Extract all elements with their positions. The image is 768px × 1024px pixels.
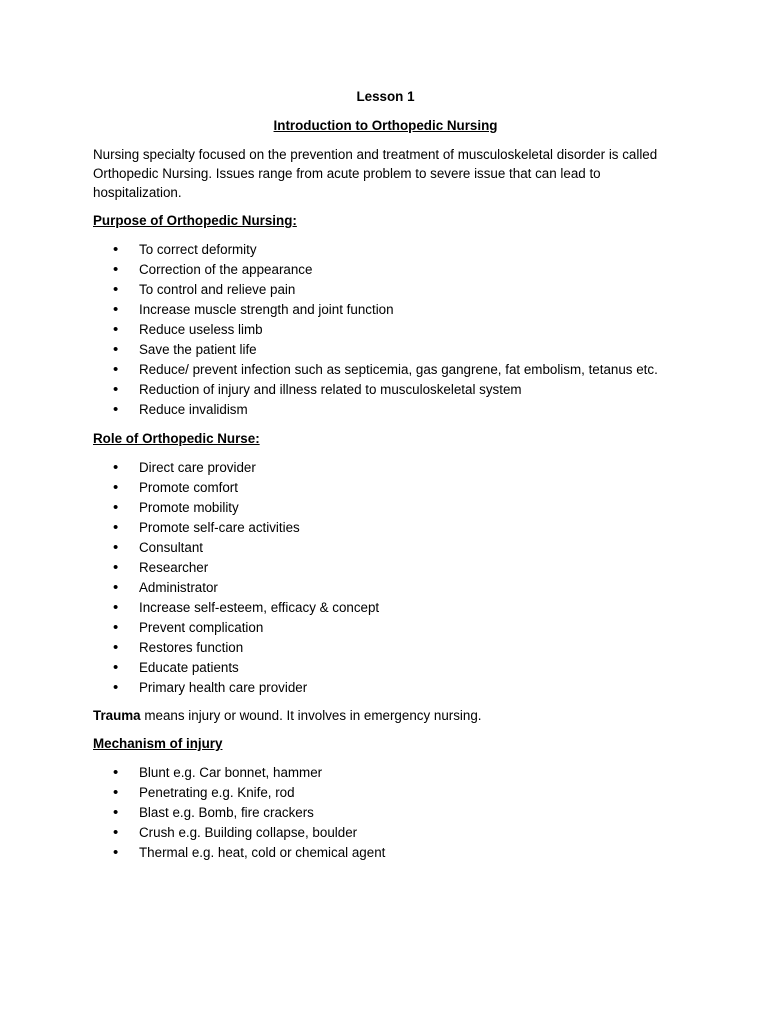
mechanism-list [93, 763, 678, 863]
list-item: • Increase self-esteem, efficacy & concept [93, 598, 678, 618]
list-item: • Promote mobility [93, 498, 678, 518]
list-item: • Administrator [93, 578, 678, 598]
list-item: • Save the patient life [93, 340, 678, 360]
list-item: • Promote comfort [93, 478, 678, 498]
lesson-label: Lesson 1 [356, 89, 415, 104]
list-item: • Consultant [93, 538, 678, 558]
list-item: • Reduction of injury and illness related to musculoskeletal system [93, 380, 678, 400]
role-list [93, 458, 678, 698]
list-item: • To control and relieve pain [93, 280, 678, 300]
page-title: Introduction to Orthopedic Nursing [273, 118, 498, 133]
document-page [93, 88, 678, 863]
list-item: • Increase muscle strength and joint function [93, 300, 678, 320]
list-item: • Reduce/ prevent infection such as septicemia, gas gangrene, fat embolism, tetanus etc. [93, 360, 678, 380]
list-item: • Promote self-care activities [93, 518, 678, 538]
purpose-list [93, 240, 678, 420]
trauma-definition [93, 707, 678, 725]
intro-paragraph: Nursing specialty focused on the prevention and treatment of musculoskeletal disorder is called Orthopedic Nursing. Issues range from acute problem to severe issue that can lead to hospitalization. [93, 147, 658, 200]
list-item: • Correction of the appearance [93, 260, 678, 280]
list-item: • Thermal e.g. heat, cold or chemical agent [93, 843, 678, 863]
list-item: • Educate patients [93, 658, 678, 678]
list-item: • Researcher [93, 558, 678, 578]
list-item: • Restores function [93, 638, 678, 658]
list-item: • Direct care provider [93, 458, 678, 478]
mechanism-heading: Mechanism of injury [93, 736, 223, 751]
list-item: • Blast e.g. Bomb, fire crackers [93, 803, 678, 823]
list-item: • Reduce useless limb [93, 320, 678, 340]
purpose-heading: Purpose of Orthopedic Nursing: [93, 213, 297, 228]
list-item: • Crush e.g. Building collapse, boulder [93, 823, 678, 843]
role-heading: Role of Orthopedic Nurse: [93, 430, 260, 446]
list-item: • Blunt e.g. Car bonnet, hammer [93, 763, 678, 783]
list-item: • Penetrating e.g. Knife, rod [93, 783, 678, 803]
list-item: • To correct deformity [93, 240, 678, 260]
trauma-term: Trauma [93, 708, 141, 723]
trauma-text: means injury or wound. It involves in emergency nursing. [140, 708, 482, 723]
list-item: • Prevent complication [93, 618, 678, 638]
list-item: • Reduce invalidism [93, 400, 678, 420]
list-item: • Primary health care provider [93, 678, 678, 698]
